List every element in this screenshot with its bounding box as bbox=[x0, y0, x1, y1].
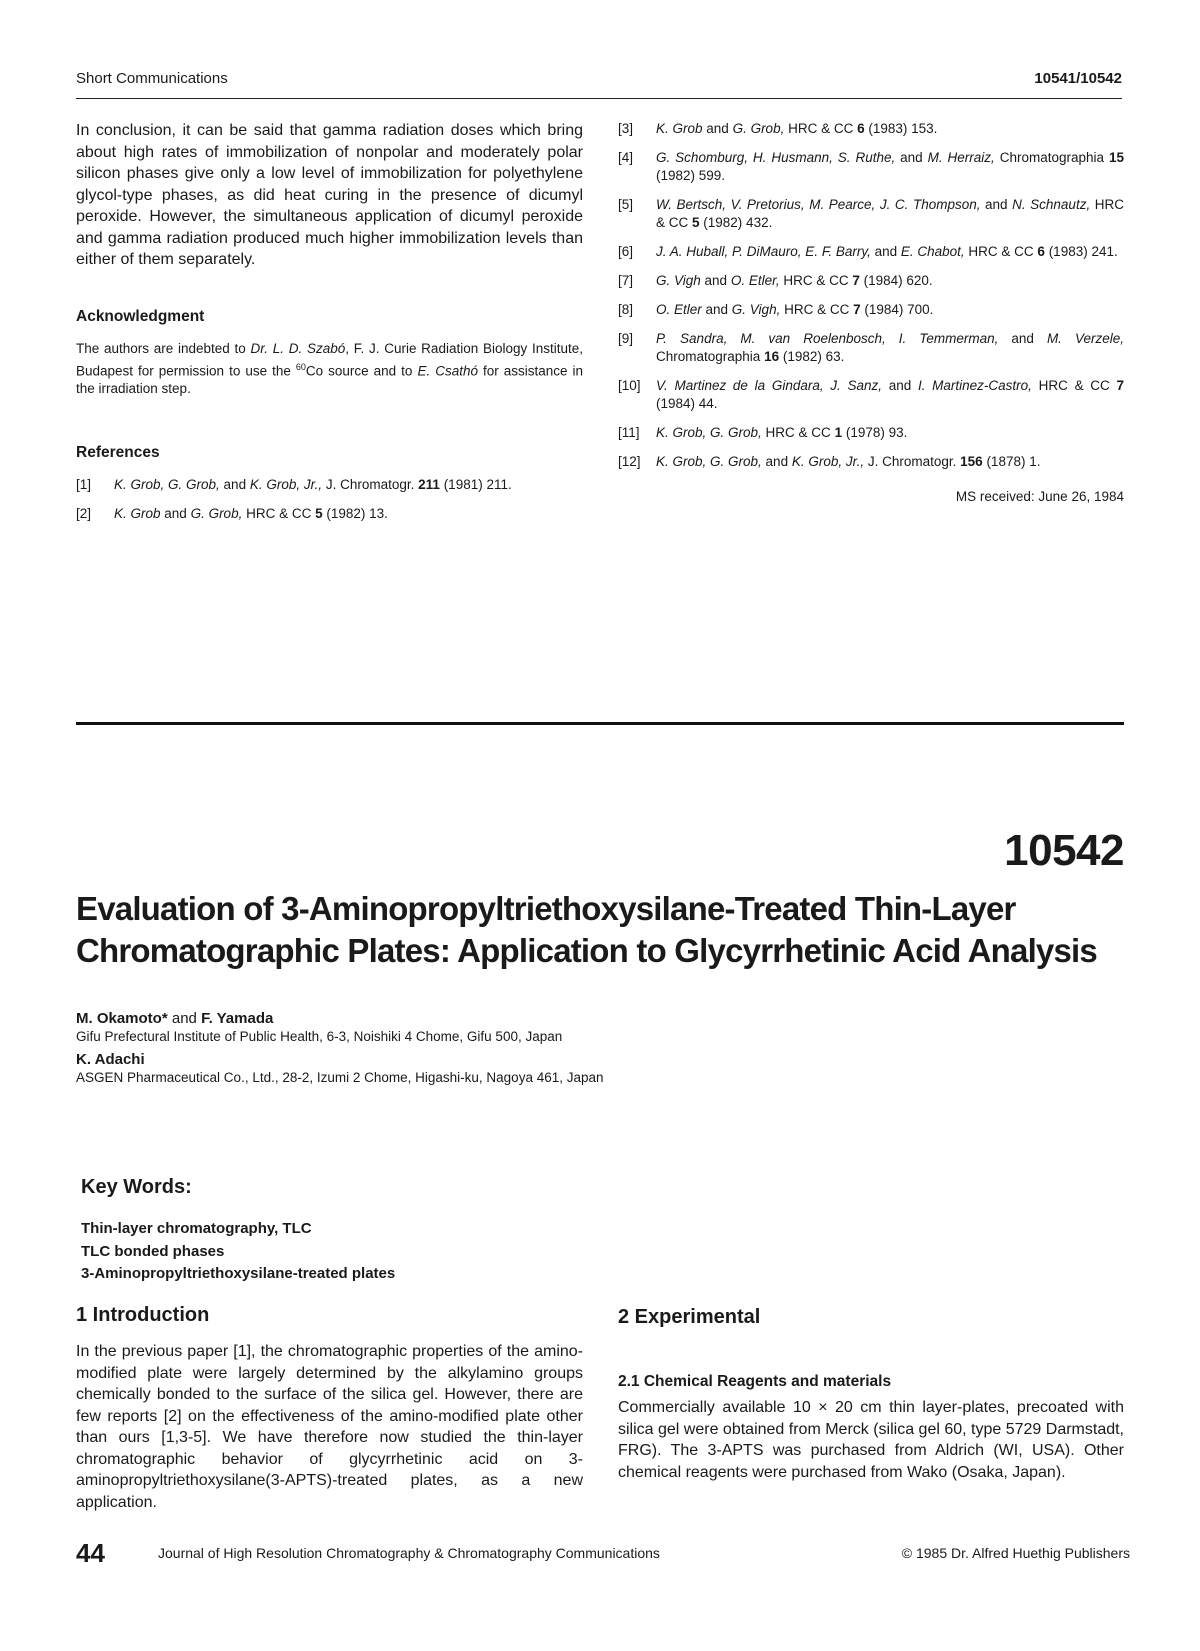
page-number: 44 bbox=[76, 1538, 105, 1568]
keyword-item: 3-Aminopropyltriethoxysilane-treated plates bbox=[81, 1265, 396, 1282]
acknowledgment-text: The authors are indebted to Dr. L. D. Szabó, F. J. Curie Radiation Biology Institute, Budapest for permission to use the $^{60}$Co source and to E. Csathó for assistance in the irradiation step. bbox=[76, 340, 584, 396]
experimental-heading: 2 Experimental bbox=[618, 1306, 761, 1328]
reference-item: [11] K. Grob, G. Grob, HRC & CC 1 (1978) 93. bbox=[618, 425, 908, 440]
authors-line-1: M. Okamoto* and F. Yamada bbox=[76, 1010, 274, 1027]
ms-received: MS received: June 26, 1984 bbox=[955, 489, 1124, 504]
header-rule bbox=[76, 98, 1122, 99]
article-number: 10542 bbox=[1004, 826, 1124, 875]
journal-name: Journal of High Resolution Chromatography & Chromatography Communications bbox=[158, 1545, 660, 1561]
references-heading: References bbox=[76, 444, 160, 461]
introduction-heading: 1 Introduction bbox=[76, 1304, 210, 1326]
reference-item: [10] V. Martinez de la Gindara, J. Sanz, and I. Martinez-Castro, HRC & CC 7 (1984) 44. bbox=[618, 378, 1124, 411]
reference-item: [12] K. Grob, G. Grob, and K. Grob, Jr., J. Chromatogr. 156 (1878) 1. bbox=[618, 454, 1041, 469]
reference-item: [1] K. Grob, G. Grob, and K. Grob, Jr., J. Chromatogr. 211 (1981) 211. bbox=[76, 477, 512, 492]
references-list-left bbox=[76, 476, 583, 523]
author-block bbox=[76, 1010, 1076, 1085]
reference-item: [6] J. A. Huball, P. DiMauro, E. F. Barry, and E. Chabot, HRC & CC 6 (1983) 241. bbox=[618, 244, 1118, 259]
keywords-heading: Key Words: bbox=[81, 1176, 192, 1198]
authors-line-2: K. Adachi bbox=[76, 1051, 145, 1068]
reference-item: [8] O. Etler and G. Vigh, HRC & CC 7 (1984) 700. bbox=[618, 302, 934, 317]
acknowledgment-heading: Acknowledgment bbox=[76, 307, 205, 325]
reference-item: [2] K. Grob and G. Grob, HRC & CC 5 (1982) 13. bbox=[76, 506, 388, 521]
article-separator-rule bbox=[76, 722, 1124, 725]
experimental-text: Commercially available 10 × 20 cm thin layer-plates, precoated with silica gel were obtained from Merck (silica gel 60, type 5729 Darmstadt, FRG). The 3-APTS was purchased from Aldrich (WI, USA). Other chemical reagents were purchased from Wako (Osaka, Japan). bbox=[618, 1399, 1124, 1481]
reference-item: [4] G. Schomburg, H. Husmann, S. Ruthe, and M. Herraiz, Chromatographia 15 (1982) 599. bbox=[618, 150, 1125, 183]
running-header-section: Short Communications bbox=[76, 70, 228, 87]
affiliation-2: ASGEN Pharmaceutical Co., Ltd., 28-2, Izumi 2 Chome, Higashi-ku, Nagoya 461, Japan bbox=[76, 1070, 604, 1085]
conclusion-paragraph: In conclusion, it can be said that gamma radiation doses which bring about high rates of immobilization of nonpolar and moderately polar silicon phases give only a low level of immobilization for polyethylene glycol-type phases, as did heat curing in the presence of dicumyl peroxide. However, the simultaneous application of dicumyl peroxide and gamma radiation produced much higher immobilization levels than either of them separately. bbox=[76, 122, 583, 268]
keyword-item: TLC bonded phases bbox=[81, 1242, 225, 1260]
keywords-list bbox=[81, 1218, 395, 1286]
prev-article-left-column bbox=[76, 120, 583, 534]
keyword-item: Thin-layer chromatography, TLC bbox=[81, 1220, 312, 1237]
experimental-section bbox=[618, 1306, 1124, 1483]
reference-item: [9] P. Sandra, M. van Roelenbosch, I. Temmerman, and M. Verzele, Chromatographia 16 (1982) 63. bbox=[618, 331, 1124, 364]
running-header-ids: 10541/10542 bbox=[1034, 70, 1122, 87]
introduction-section bbox=[76, 1304, 583, 1513]
affiliation-1: Gifu Prefectural Institute of Public Health, 6-3, Noishiki 4 Chome, Gifu 500, Japan bbox=[76, 1029, 563, 1044]
copyright: © 1985 Dr. Alfred Huethig Publishers bbox=[901, 1545, 1130, 1561]
reference-item: [5] W. Bertsch, V. Pretorius, M. Pearce, J. C. Thompson, and N. Schnautz, HRC & CC 5 (1982) 432. bbox=[618, 197, 1124, 230]
experimental-subheading: 2.1 Chemical Reagents and materials bbox=[618, 1373, 892, 1390]
reference-item: [3] K. Grob and G. Grob, HRC & CC 6 (1983) 153. bbox=[618, 121, 938, 136]
prev-article-right-column bbox=[618, 120, 1124, 504]
article-title: Evaluation of 3-Aminopropyltriethoxysilane-Treated Thin-Layer Chromatographic Plates: Application to Glycyrrhetinic Acid Analysis bbox=[76, 890, 1097, 969]
reference-item: [7] G. Vigh and O. Etler, HRC & CC 7 (1984) 620. bbox=[618, 273, 933, 288]
introduction-text: In the previous paper [1], the chromatographic properties of the amino-modified plate were largely determined by the alkylamino groups chemically bonded to the surface of the silica gel. However, there are few reports [2] on the effectiveness of the amino-modified plate other than ours [1,3-5]. We have therefore now studied the thin-layer chromatographic behavior of glycyrrhetinic acid on 3-aminopropyltriethoxysilane(3-APTS)-treated plates, as a new application. bbox=[76, 1343, 583, 1511]
